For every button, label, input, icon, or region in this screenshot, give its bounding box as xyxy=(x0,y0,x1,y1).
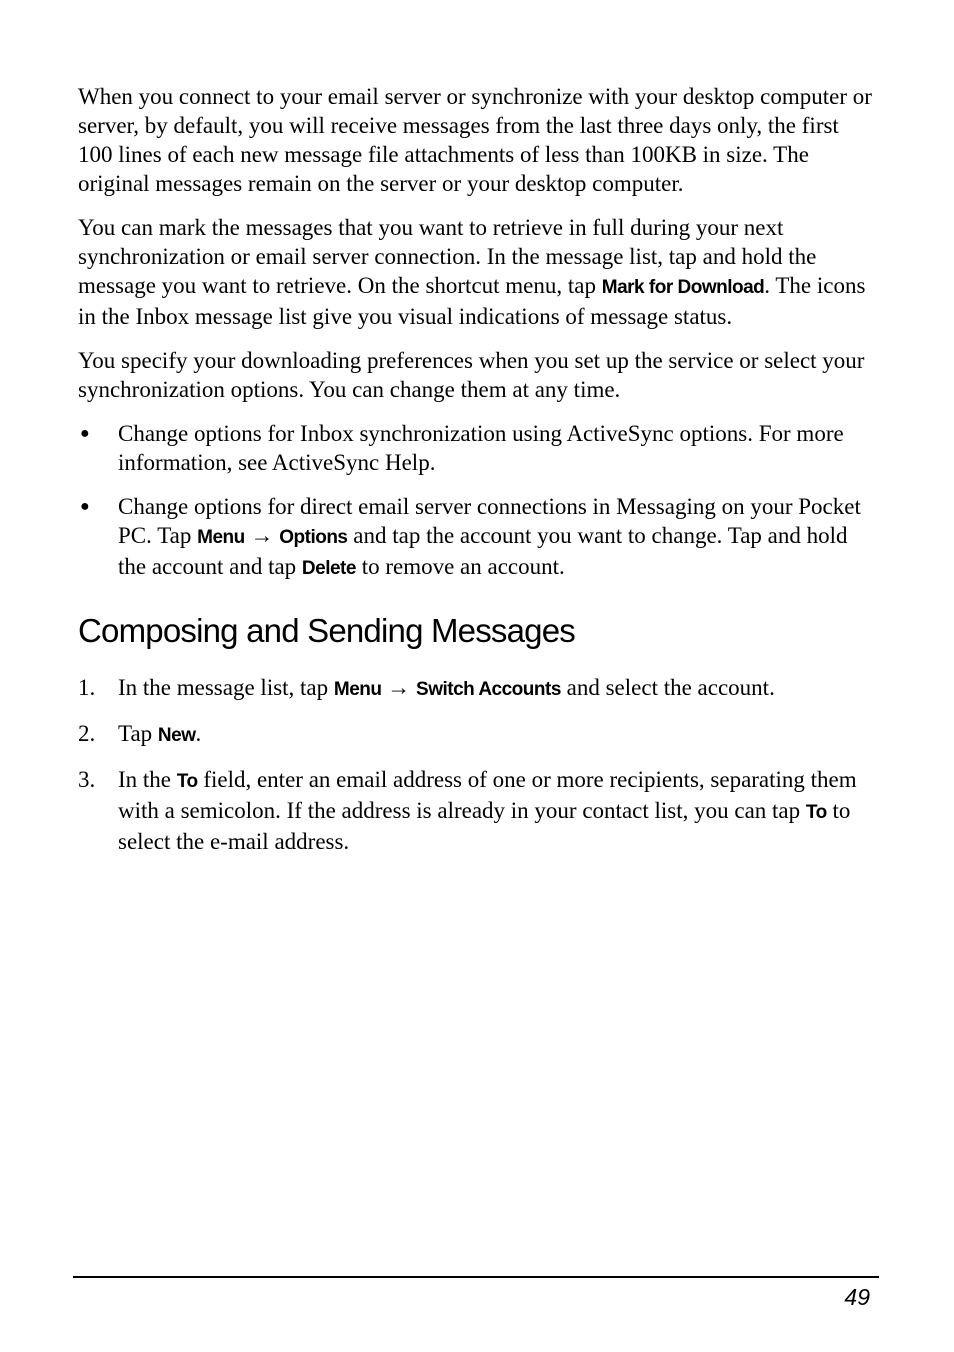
ui-label-switch-accounts: Switch Accounts xyxy=(416,679,561,700)
paragraph-default-download: When you connect to your email server or synchronize with your desktop computer or server, by default, you will receive messages from the last three days only, the first 100 lines of each new message file attachments of less than 100KB in size. The original messages remain on the server or your desktop computer. xyxy=(78,84,872,196)
arrow-right-icon: → xyxy=(244,523,280,548)
step-item-1: 1. In the message list, tap Menu → Switch Accounts and select the account. xyxy=(78,675,775,700)
step-number: 1. xyxy=(78,675,96,700)
step-number: 2. xyxy=(78,721,96,746)
ui-label-delete: Delete xyxy=(301,558,356,579)
step-item-2: 2. Tap New. xyxy=(78,721,202,746)
ui-label-menu: Menu xyxy=(197,527,245,548)
bullet-item-inbox-sync: ● Change options for Inbox synchronization using ActiveSync options. For more information, see ActiveSync Help. xyxy=(80,421,844,475)
ui-label-to: To xyxy=(176,771,198,792)
bullet-item-server-connections: ● Change options for direct email server connections in Messaging on your Pocket PC. Tap Menu → Options and tap the account you want to change. Tap and hold the account and tap Delete to remove an account. xyxy=(80,494,861,579)
section-heading: Composing and Sending Messages xyxy=(78,612,575,649)
step-item-3: 3. In the To field, enter an email address of one or more recipients, separating them with a semicolon. If the address is already in your contact list, you can tap To to select the e-mail address. xyxy=(78,767,857,854)
ui-label-mark-for-download: Mark for Download xyxy=(601,277,765,298)
bullet-marker: ● xyxy=(80,425,90,442)
ui-label-to: To xyxy=(805,802,827,823)
footer-rule xyxy=(73,1276,879,1278)
ui-label-menu: Menu xyxy=(333,679,382,700)
page-number: 49 xyxy=(844,1284,870,1310)
paragraph-mark-for-download: You can mark the messages that you want to retrieve in full during your next synchronization or email server connection. In the message list, tap and hold the message you want to retrieve. On the shortcut menu, tap Mark for Download. The icons in the Inbox message list give you visual indications of message status. xyxy=(78,215,866,329)
ui-label-new: New xyxy=(157,725,196,746)
page-body xyxy=(78,82,878,871)
step-number: 3. xyxy=(78,767,96,792)
paragraph-download-preferences: You specify your downloading preferences when you set up the service or select your synchronization options. You can change them at any time. xyxy=(78,348,865,402)
ui-label-options: Options xyxy=(279,527,348,548)
bullet-marker: ● xyxy=(80,498,90,515)
arrow-right-icon: → xyxy=(381,675,417,700)
